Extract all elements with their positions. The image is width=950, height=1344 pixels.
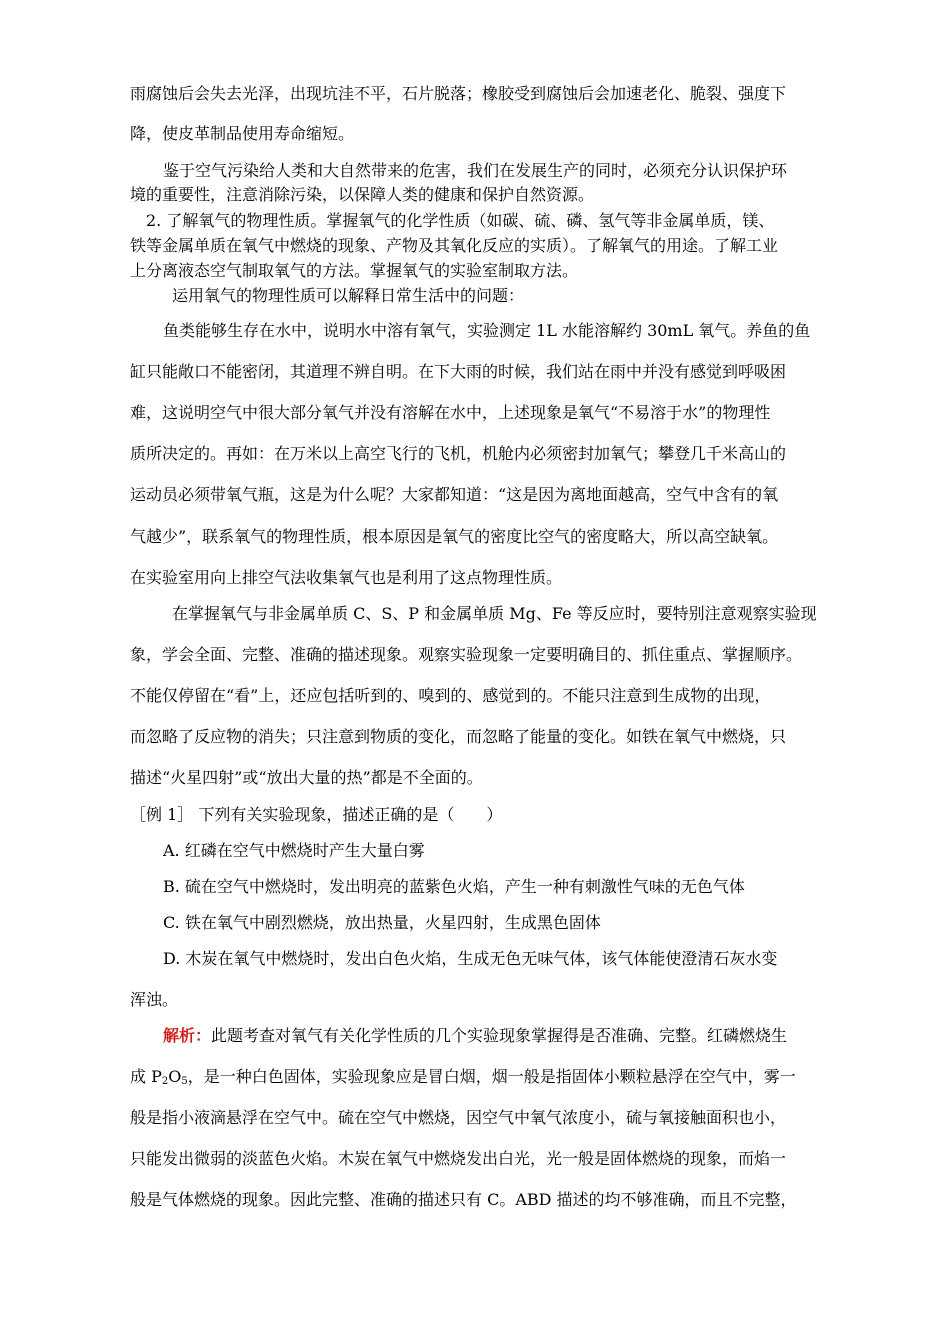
formula-post: ，是一种白色固体，实验现象应是冒白烟，烟一般是指固体小颗粒悬浮在空气中，雾一 bbox=[187, 1067, 796, 1086]
text-line: 上分离液态空气制取氧气的方法。掌握氧气的实验室制取方法。 bbox=[130, 261, 579, 280]
formula-pre: 成 P bbox=[130, 1067, 162, 1086]
option-c: C. 铁在氧气中剧烈燃烧，放出热量，火星四射，生成黑色固体 bbox=[163, 913, 601, 932]
text-line: 气越少”，联系氧气的物理性质，根本原因是氧气的密度比空气的密度略大，所以高空缺氧。 bbox=[130, 527, 779, 546]
text-line: 质所决定的。再如：在万米以上高空飞行的飞机，机舱内必须密封加氧气；攀登几千米高山的 bbox=[130, 444, 787, 463]
formula-subscript: 2 bbox=[161, 1076, 169, 1087]
text-line: 在实验室用向上排空气法收集氧气也是利用了这点物理性质。 bbox=[130, 568, 563, 587]
option-d: D. 木炭在氧气中燃烧时，发出白色火焰，生成无色无味气体，该气体能使澄清石灰水变 bbox=[163, 949, 778, 968]
text-line: 降，使皮革制品使用寿命缩短。 bbox=[130, 124, 355, 143]
text-line: 描述“火星四射”或“放出大量的热”都是不全面的。 bbox=[130, 768, 483, 787]
option-b: B. 硫在空气中燃烧时，发出明亮的蓝紫色火焰，产生一种有刺激性气味的无色气体 bbox=[163, 877, 745, 896]
analysis-formula-line bbox=[130, 1067, 796, 1087]
text-line: 在掌握氧气与非金属单质 C、S、P 和金属单质 Mg、Fe 等反应时，要特别注意观察实验现 bbox=[172, 604, 817, 623]
text-line: 鱼类能够生存在水中，说明水中溶有氧气，实验测定 1L 水能溶解约 30mL 氧气。养鱼的鱼 bbox=[163, 321, 811, 340]
text-line: 2. 了解氧气的物理性质。掌握氧气的化学性质（如碳、硫、磷、氢气等非金属单质，镁、 bbox=[146, 211, 775, 230]
text-line: 只能发出微弱的淡蓝色火焰。木炭在氧气中燃烧发出白光，光一般是固体燃烧的现象，而焰一 bbox=[130, 1149, 787, 1168]
text-line: 鉴于空气污染给人类和大自然带来的危害，我们在发展生产的同时，必须充分认识保护环 bbox=[163, 161, 788, 180]
option-a: A. 红磷在空气中燃烧时产生大量白雾 bbox=[163, 841, 425, 860]
example-question: ［例 1］ 下列有关实验现象，描述正确的是（ ） bbox=[130, 805, 503, 824]
text-line: 象，学会全面、完整、准确的描述现象。观察实验现象一定要明确目的、抓住重点、掌握顺序。 bbox=[130, 645, 803, 664]
text-line: 而忽略了反应物的消失；只注意到物质的变化，而忽略了能量的变化。如铁在氧气中燃烧，只 bbox=[130, 727, 787, 746]
analysis-label: 解析： bbox=[163, 1026, 212, 1045]
analysis-line bbox=[163, 1026, 787, 1046]
analysis-text: 此题考查对氧气有关化学性质的几个实验现象掌握得是否准确、完整。红磷燃烧生 bbox=[211, 1026, 788, 1045]
text-line: 般是指小液滴悬浮在空气中。硫在空气中燃烧，因空气中氧气浓度小，硫与氧接触面积也小， bbox=[130, 1108, 787, 1127]
text-line: 缸只能敞口不能密闭，其道理不辨自明。在下大雨的时候，我们站在雨中并没有感觉到呼吸困 bbox=[130, 362, 787, 381]
text-line: 般是气体燃烧的现象。因此完整、准确的描述只有 C。ABD 描述的均不够准确，而且不完整， bbox=[130, 1190, 797, 1209]
text-line: 运动员必须带氧气瓶，这是为什么呢？大家都知道：“这是因为离地面越高，空气中含有的氧 bbox=[130, 485, 779, 504]
text-line: 运用氧气的物理性质可以解释日常生活中的问题： bbox=[172, 286, 525, 305]
formula-subscript: 5 bbox=[181, 1076, 188, 1087]
text-line: 铁等金属单质在氧气中燃烧的现象、产物及其氧化反应的实质）。了解氧气的用途。了解工业 bbox=[130, 236, 779, 255]
text-line: 雨腐蚀后会失去光泽，出现坑洼不平，石片脱落；橡胶受到腐蚀后会加速老化、脆裂、强度下 bbox=[130, 84, 787, 103]
formula-mid: O bbox=[168, 1067, 182, 1086]
text-line: 境的重要性，注意消除污染，以保障人类的健康和保护自然资源。 bbox=[130, 185, 595, 204]
text-line: 不能仅停留在“看”上，还应包括听到的、嗅到的、感觉到的。不能只注意到生成物的出现， bbox=[130, 686, 771, 705]
text-line: 难，这说明空气中很大部分氧气并没有溶解在水中，上述现象是氧气“不易溶于水”的物理性 bbox=[130, 403, 771, 422]
option-d-continued: 浑浊。 bbox=[130, 990, 179, 1009]
